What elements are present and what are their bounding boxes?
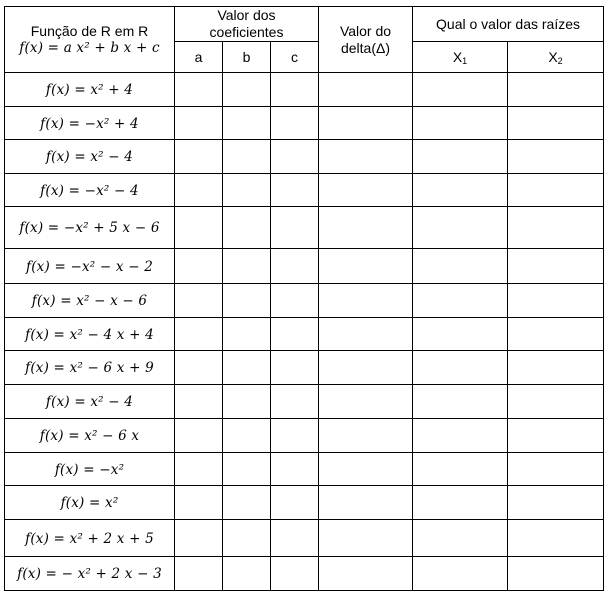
table-row: [5, 107, 604, 140]
root-x2-cell: [508, 249, 604, 284]
table-row: [5, 453, 604, 486]
table-row: [5, 351, 604, 385]
coef-b-cell: [223, 318, 271, 351]
coef-a-cell: [175, 385, 223, 419]
coef-c-cell: [271, 107, 319, 140]
root-x2-cell: [508, 351, 604, 385]
coef-c-cell: [271, 140, 319, 174]
coef-a-cell: [175, 486, 223, 520]
function-cell: f(x) = −x² + 5 x − 6: [5, 207, 175, 249]
coef-a-cell: [175, 419, 223, 453]
function-general-form: f(x) = a x² + b x + c: [19, 40, 160, 56]
coef-a-cell: [175, 520, 223, 557]
root-x1-cell: [413, 73, 508, 107]
root-x1-header: $X_1$: [413, 42, 508, 73]
root-x2-cell: [508, 73, 604, 107]
coef-a-cell: [175, 249, 223, 284]
root-x2-cell: [508, 284, 604, 318]
root-x1-cell: [413, 351, 508, 385]
function-cell: f(x) = −x²: [5, 453, 175, 486]
coef-c-cell: [271, 73, 319, 107]
coef-c-cell: [271, 284, 319, 318]
root-x2-cell: [508, 419, 604, 453]
coef-a-cell: [175, 73, 223, 107]
quadratic-functions-table: [4, 6, 604, 591]
coefficients-header-title: Valor dos coeficientes: [209, 7, 284, 40]
function-header-title: Função de R em R: [30, 23, 149, 39]
table-row: [5, 557, 604, 591]
coef-a-cell: [175, 174, 223, 207]
root-x1-cell: [413, 557, 508, 591]
root-x1-cell: [413, 174, 508, 207]
delta-cell: [319, 107, 413, 140]
delta-cell: [319, 486, 413, 520]
table-row: [5, 174, 604, 207]
coef-c-cell: [271, 351, 319, 385]
function-cell: f(x) = x² − 6 x + 9: [5, 351, 175, 385]
coef-b-cell: [223, 73, 271, 107]
delta-cell: [319, 557, 413, 591]
delta-cell: [319, 318, 413, 351]
coef-b-cell: [223, 284, 271, 318]
coef-b-header: b: [223, 42, 271, 73]
coef-c-cell: [271, 318, 319, 351]
coef-c-cell: [271, 557, 319, 591]
table-row: [5, 419, 604, 453]
root-x2-cell: [508, 385, 604, 419]
root-x1-cell: [413, 107, 508, 140]
delta-cell: [319, 385, 413, 419]
root-x1-cell: [413, 249, 508, 284]
table-row: [5, 249, 604, 284]
table-row: [5, 385, 604, 419]
delta-cell: [319, 284, 413, 318]
function-cell: f(x) = x² − 4 x + 4: [5, 318, 175, 351]
coef-a-cell: [175, 207, 223, 249]
delta-cell: [319, 520, 413, 557]
root-x2-cell: [508, 318, 604, 351]
coef-a-cell: [175, 284, 223, 318]
root-x2-cell: [508, 520, 604, 557]
table-row: [5, 140, 604, 174]
root-x1-cell: [413, 318, 508, 351]
coef-b-cell: [223, 174, 271, 207]
coef-a-cell: [175, 318, 223, 351]
root-x2-header: $X_2$: [508, 42, 604, 73]
coef-a-cell: [175, 557, 223, 591]
delta-cell: [319, 419, 413, 453]
root-x1-cell: [413, 453, 508, 486]
coef-b-cell: [223, 249, 271, 284]
root-x1-cell: [413, 385, 508, 419]
table-row: [5, 207, 604, 249]
root-x1-cell: [413, 520, 508, 557]
root-x1-cell: [413, 486, 508, 520]
root-x2-cell: [508, 207, 604, 249]
delta-cell: [319, 453, 413, 486]
coef-c-cell: [271, 385, 319, 419]
table-row: [5, 520, 604, 557]
table-row: [5, 73, 604, 107]
root-x2-cell: [508, 557, 604, 591]
coef-b-cell: [223, 520, 271, 557]
coefficients-header-cell: [175, 7, 319, 42]
function-cell: f(x) = − x² + 2 x − 3: [5, 557, 175, 591]
root-x2-cell: [508, 140, 604, 174]
coef-b-cell: [223, 207, 271, 249]
roots-header-title: Qual o valor das raízes: [436, 15, 580, 32]
coef-b-cell: [223, 351, 271, 385]
function-cell: f(x) = −x² − x − 2: [5, 249, 175, 284]
root-x2-cell: [508, 107, 604, 140]
root-x2-cell: [508, 453, 604, 486]
root-x2-cell: [508, 486, 604, 520]
coef-c-cell: [271, 453, 319, 486]
root-x1-cell: [413, 419, 508, 453]
coef-b-cell: [223, 140, 271, 174]
coef-c-cell: [271, 174, 319, 207]
delta-cell: [319, 249, 413, 284]
delta-header-title: Valor do delta(Δ): [339, 22, 392, 56]
function-cell: f(x) = x² + 2 x + 5: [5, 520, 175, 557]
function-cell: f(x) = x²: [5, 486, 175, 520]
function-cell: f(x) = x² − 6 x: [5, 419, 175, 453]
table-row: [5, 486, 604, 520]
coef-a-cell: [175, 140, 223, 174]
delta-cell: [319, 174, 413, 207]
coef-b-cell: [223, 453, 271, 486]
coef-b-cell: [223, 486, 271, 520]
function-cell: f(x) = x² − x − 6: [5, 284, 175, 318]
coef-a-cell: [175, 351, 223, 385]
coef-b-cell: [223, 385, 271, 419]
coef-b-cell: [223, 557, 271, 591]
function-cell: f(x) = x² − 4: [5, 140, 175, 174]
delta-cell: [319, 140, 413, 174]
coef-a-cell: [175, 107, 223, 140]
table-row: [5, 318, 604, 351]
function-cell: f(x) = −x² + 4: [5, 107, 175, 140]
table-row: [5, 284, 604, 318]
coef-a-header: a: [175, 42, 223, 73]
delta-cell: [319, 207, 413, 249]
coef-c-cell: [271, 249, 319, 284]
root-x1-cell: [413, 284, 508, 318]
coef-c-cell: [271, 520, 319, 557]
coef-a-cell: [175, 453, 223, 486]
root-x1-cell: [413, 207, 508, 249]
roots-header-cell: [413, 7, 604, 42]
function-cell: f(x) = x² − 4: [5, 385, 175, 419]
delta-header-cell: [319, 7, 413, 73]
coef-c-header: c: [271, 42, 319, 73]
delta-cell: [319, 73, 413, 107]
root-x2-cell: [508, 174, 604, 207]
function-cell: f(x) = x² + 4: [5, 73, 175, 107]
root-x1-cell: [413, 140, 508, 174]
coef-b-cell: [223, 419, 271, 453]
coef-c-cell: [271, 207, 319, 249]
function-cell: f(x) = −x² − 4: [5, 174, 175, 207]
coef-c-cell: [271, 486, 319, 520]
coef-b-cell: [223, 107, 271, 140]
delta-cell: [319, 351, 413, 385]
coef-c-cell: [271, 419, 319, 453]
function-header-cell: [5, 7, 175, 73]
